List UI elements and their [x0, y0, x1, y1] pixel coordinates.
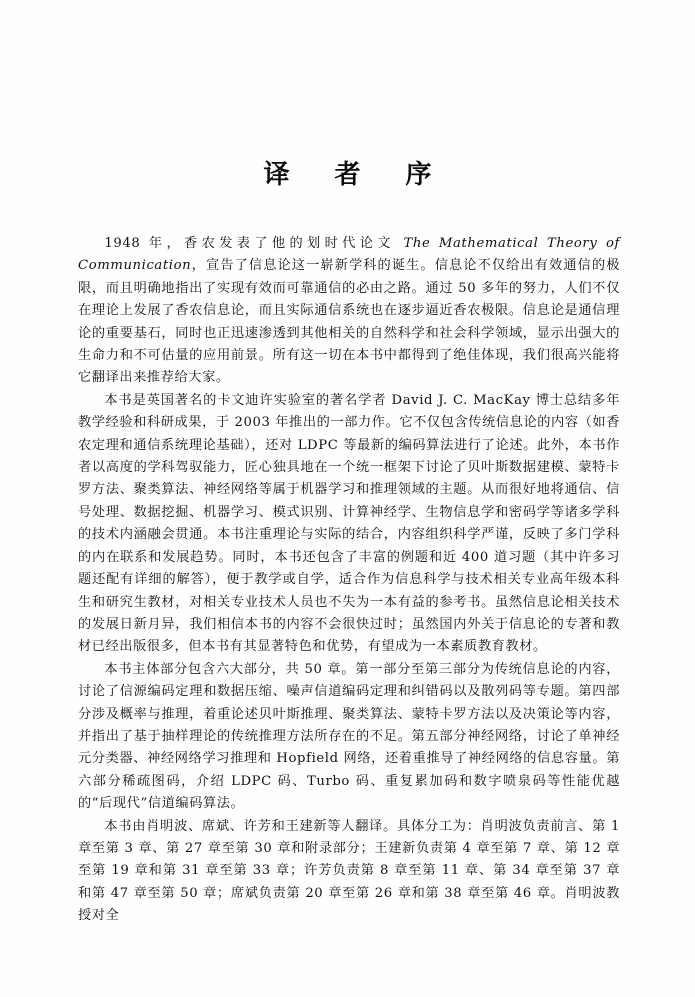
document-body	[78, 233, 620, 928]
paragraph-text: 本书是英国著名的卡文迪许实验室的著名学者 David J. C. MacKay 博士总结多年教学经验和科研成果，于 2003 年推出的一部力作。它不仅包含传统信息论的内容（如香农定理和通信系统理论基础），还对 LDPC 等最新的编码算法进行了论述。此外，本书作者以高度的学科驾驭能力，匠心独具地在一个统一框架下讨论了贝叶斯数据建模、蒙特卡罗方法、聚类算法、神经网络等属于机器学习和推理领域的主题。从而很好地将通信、信号处理、数据挖掘、机器学习、模式识别、计算神经学、生物信息学和密码学等诸多学科的技术内涵融会贯通。本书注重理论与实际的结合，内容组织科学严谨，反映了多门学科的内在联系和发展趋势。同时，本书还包含了丰富的例题和近 400 道习题（其中许多习题还配有详细的解答），便于教学或自学，适合作为信息科学与技术相关专业高年级本科生和研究生教材，对相关专业技术人员也不失为一本有益的参考书。虽然信息论相关技术的发展日新月异，我们相信本书的内容不会很快过时；虽然国内外关于信息论的专著和教材已经出版很多，但本书有其显著特色和优势，有望成为一本素质教育教材。	[78, 392, 620, 655]
paragraph-text: 本书由肖明波、席斌、许芳和王建新等人翻译。具体分工为：肖明波负责前言、第 1 章至第 3 章、第 27 章至第 30 章和附录部分；王建新负责第 4 章至第 7 章、第 12 章至第 19 章和第 31 章至第 33 章；许芳负责第 8 章至第 11 章、第 34 章至第 37 章和第 47 章至第 50 章；席斌负责第 20 章至第 26 章和第 38 章至第 46 章。肖明波教授对全	[78, 818, 620, 924]
paper-title-italic: The Mathematical Theory of Communication	[78, 236, 620, 274]
paragraph-2	[78, 390, 620, 659]
page-title: 译 者 序	[263, 160, 450, 190]
paragraph-1	[78, 233, 620, 390]
paragraph-text: 本书主体部分包含六大部分，共 50 章。第一部分至第三部分为传统信息论的内容，讨论了信源编码定理和数据压缩、噪声信道编码定理和纠错码以及散列码等专题。第四部分涉及概率与推理，着重论述贝叶斯推理、聚类算法、蒙特卡罗方法以及决策论等内容，并指出了基于抽样理论的传统推理方法所存在的不足。第五部分神经网络，讨论了单神经元分类器、神经网络学习推理和 Hopfield 网络，还着重推导了神经网络的信息容量。第六部分稀疏图码，介绍 LDPC 码、Turbo 码、重复累加码和数字喷泉码等性能优越的“后现代”信道编码算法。	[78, 661, 620, 812]
paragraph-4	[78, 816, 620, 928]
paragraph-text: 1948 年，香农发表了他的划时代论文	[104, 236, 404, 251]
paragraph-text: ，宣告了信息论这一崭新学科的诞生。信息论不仅给出有效通信的极限，而且明确地指出了实现有效而可靠通信的必由之路。通过 50 多年的努力，人们不仅在理论上发展了香农信息论，而且实际通信系统也在逐步逼近香农极限。信息论是通信理论的重要基石，同时也正迅速渗透到其他相关的自然科学和社会科学领域，显示出强大的生命力和不可估量的应用前景。所有这一切在本书中都得到了绝佳体现，我们很高兴能将它翻译出来推荐给大家。	[78, 258, 620, 386]
paragraph-3	[78, 659, 620, 816]
